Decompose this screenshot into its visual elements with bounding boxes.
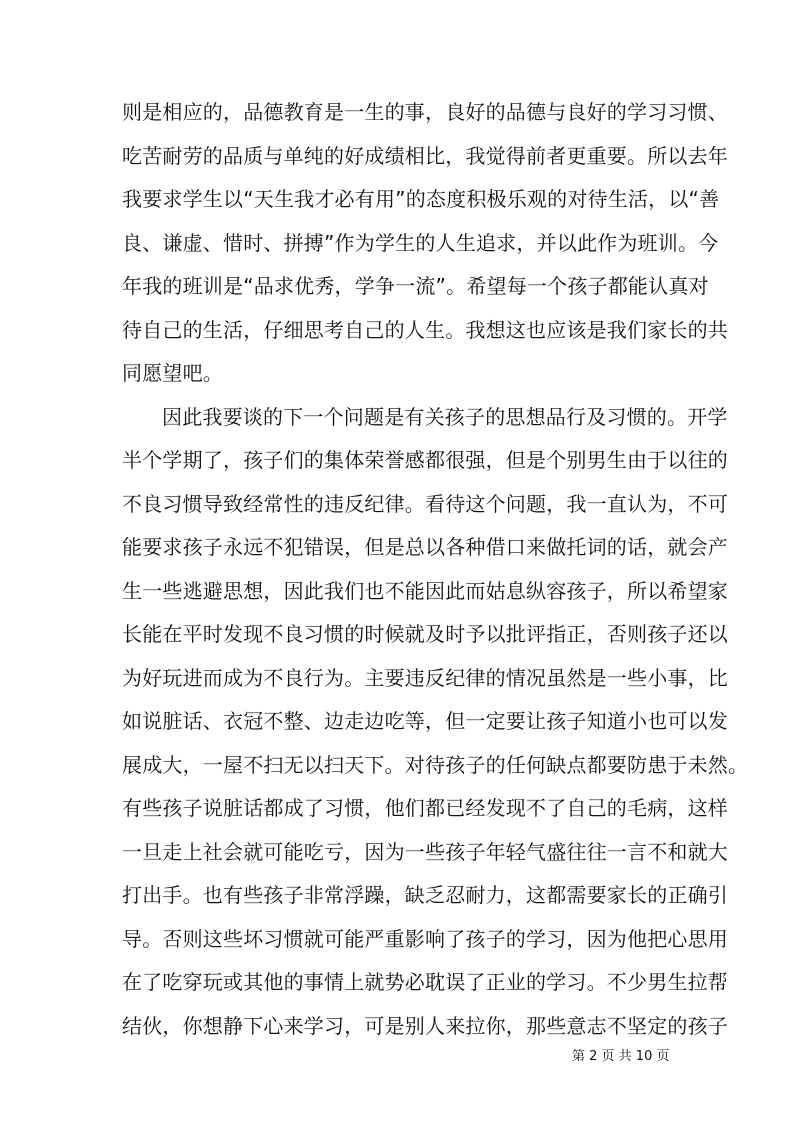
- text-line: 待自己的生活，仔细思考自己的人生。我想这也应该是我们家长的共: [122, 318, 728, 342]
- page-number-footer: 第 2 页 共 10 页: [572, 1049, 670, 1064]
- text-line: 长能在平时发现不良习惯的时候就及时予以批评指正，否则孩子还以: [122, 622, 728, 646]
- text-line: 则是相应的，品德教育是一生的事，良好的品德与良好的学习习惯、: [122, 100, 728, 124]
- text-line: 有些孩子说脏话都成了习惯，他们都已经发现不了自己的毛病，这样: [122, 796, 728, 820]
- text-line: 不良习惯导致经常性的违反纪律。看待这个问题，我一直认为，不可: [122, 492, 728, 516]
- text-line: 如说脏话、衣冠不整、边走边吃等，但一定要让孩子知道小也可以发: [122, 709, 728, 733]
- text-line: 结伙，你想静下心来学习，可是别人来拉你，那些意志不坚定的孩子: [122, 1014, 728, 1038]
- paragraph-first-line: 因此我要谈的下一个问题是有关孩子的思想品行及习惯的。开学: [162, 405, 728, 429]
- text-line: 吃苦耐劳的品质与单纯的好成绩相比，我觉得前者更重要。所以去年: [122, 144, 728, 168]
- text-line: 半个学期了，孩子们的集体荣誉感都很强，但是个别男生由于以往的: [122, 448, 728, 472]
- text-line: 能要求孩子永远不犯错误，但是总以各种借口来做托词的话，就会产: [122, 535, 728, 559]
- text-line: 良、谦虚、惜时、拼搏”作为学生的人生追求，并以此作为班训。今: [122, 231, 719, 255]
- text-line: 生一些逃避思想，因此我们也不能因此而姑息纵容孩子，所以希望家: [122, 579, 728, 603]
- text-line: 导。否则这些坏习惯就可能严重影响了孩子的学习，因为他把心思用: [122, 927, 728, 951]
- text-line: 一旦走上社会就可能吃亏，因为一些孩子年轻气盛往往一言不和就大: [122, 840, 728, 864]
- text-line: 在了吃穿玩或其他的事情上就势必耽误了正业的学习。不少男生拉帮: [122, 970, 728, 994]
- text-line: 展成大，一屋不扫无以扫天下。对待孩子的任何缺点都要防患于未然。: [122, 753, 749, 777]
- text-line: 年我的班训是“品求优秀，学争一流”。希望每一个孩子都能认真对: [122, 274, 709, 298]
- text-line: 打出手。也有些孩子非常浮躁，缺乏忍耐力，这都需要家长的正确引: [122, 883, 728, 907]
- text-line: 同愿望吧。: [122, 361, 223, 385]
- text-line: 我要求学生以“天生我才必有用”的态度积极乐观的对待生活，以“善: [122, 187, 720, 211]
- text-line: 为好玩进而成为不良行为。主要违反纪律的情况虽然是一些小事，比: [122, 666, 728, 690]
